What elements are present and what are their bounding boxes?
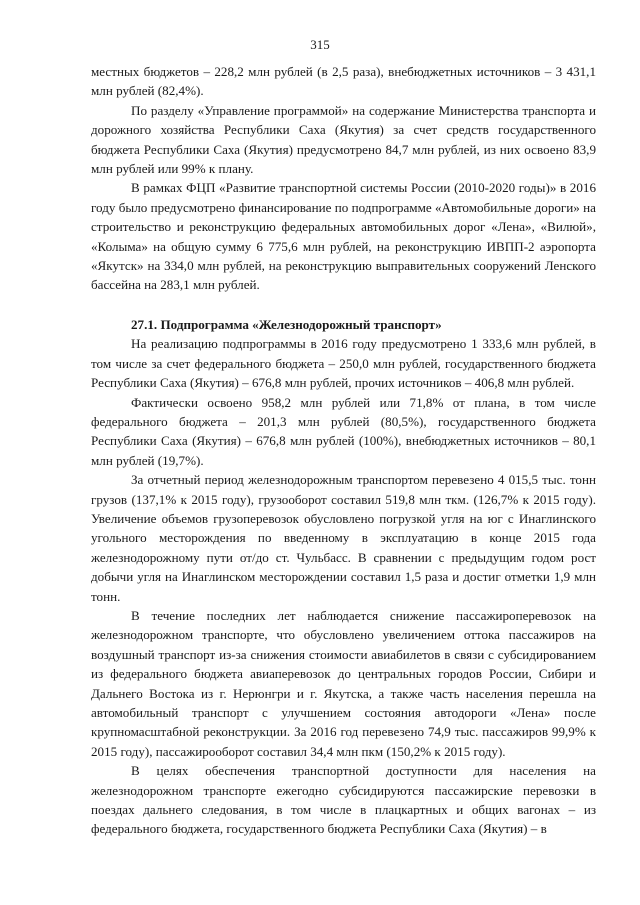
paragraph-subprogram-funding: На реализацию подпрограммы в 2016 году предусмотрено 1 333,6 млн рублей, в том числе за счет федерального бюджета – 250,0 млн рублей, государственного бюджета Республики Саха (Якутия) – 676,8 млн рублей, прочих источников – 406,8 млн рублей. [91,336,596,391]
document-body [91,62,596,839]
paragraph-actual-spending: Фактически освоено 958,2 млн рублей или 71,8% от плана, в том числе федерального бюджета – 201,3 млн рублей (80,5%), государственного бюджета Республики Саха (Якутия) – 676,8 млн рублей (100%), внебюджетных источников – 80,1 млн рублей (19,7%). [91,394,596,468]
paragraph-subsidies: В целях обеспечения транспортной доступности для населения на железнодорожном транспорте ежегодно субсидируются пассажирские перевозки в поездах дальнего следования, в том числе в плацкартных и общих вагонах – из федерального бюджета, государственного бюджета Республики Саха (Якутия) – в [91,763,596,837]
paragraph-program-management: По разделу «Управление программой» на содержание Министерства транспорта и дорожного хозяйства Республики Саха (Якутия) за счет средств государственного бюджета Республики Саха (Якутия) предусмотрено 84,7 млн рублей, из них освоено 83,9 млн рублей или 99% к плану. [91,102,596,177]
section-heading: 27.1. Подпрограмма «Железнодорожный транспорт» [131,316,442,332]
page-number: 315 [310,37,330,52]
paragraph-freight: За отчетный период железнодорожным транспортом перевезено 4 015,5 тыс. тонн грузов (137,1% к 2015 году), грузооборот составил 519,8 млн ткм. (126,7% к 2015 году). Увеличение объемов грузоперевозок обусловлено погрузкой угля на юг с Инаглинского угольного месторождения по введенному в эксплуатацию в конце 2015 года железнодорожному пути от/до ст. Чульбасс. В сравнении с предыдущим годом рост добычи угля на Инаглинском месторождении составил 1,5 раза и достиг отметки 1,9 млн тонн. [91,472,596,604]
paragraph-passengers: В течение последних лет наблюдается снижение пассажироперевозок на железнодорожном транспорте, что обусловлено увеличением оттока пассажиров на воздушный транспорт из-за снижения стоимости авиабилетов в связи с субсидированием из федерального бюджета авиаперевозок до центральных городов России, Сибири и Дальнего Востока из г. Нерюнгри и г. Якутска, а также часть населения перешла на автомобильный транспорт с улучшением состояния автодороги «Лена» после крупномасштабной реконструкции. За 2016 год перевезено 74,9 тыс. пассажиров 99,9% к 2015 году), пассажирооборот составил 34,4 млн пкм (150,2% к 2015 году). [91,607,596,759]
paragraph-continuation: местных бюджетов – 228,2 млн рублей (в 2,5 раза), внебюджетных источников – 3 431,1 млн рублей (82,4%). [91,64,596,99]
paragraph-fcp-financing: В рамках ФЦП «Развитие транспортной системы России (2010-2020 годы)» в 2016 году было предусмотрено финансирование по подпрограмме «Автомобильные дороги» на строительство и реконструкцию федеральных автомобильных дорог «Лена», «Вилюй», «Колыма» на общую сумму 6 775,6 млн рублей, на реконструкцию ИВПП-2 аэропорта «Якутск» на 334,0 млн рублей, на реконструкцию выправительных сооружений Ленского бассейна на 283,1 млн рублей. [91,180,596,293]
